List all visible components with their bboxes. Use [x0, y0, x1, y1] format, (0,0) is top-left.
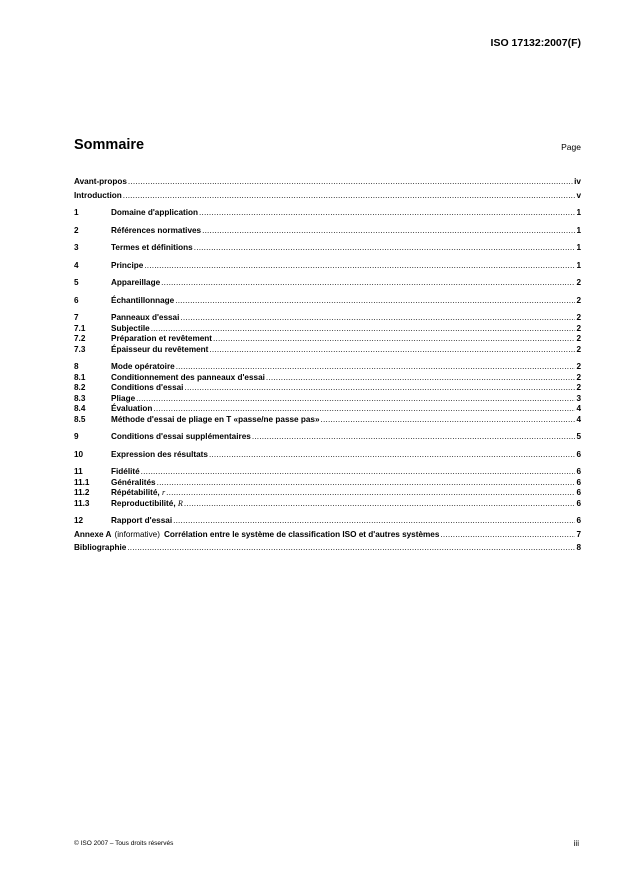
toc-entry-title: Références normatives: [111, 225, 202, 235]
toc-entry-title: Méthode d'essai de pliage en T «passe/ne passe pas»: [111, 414, 320, 424]
toc-entry-title: Préparation et revêtement: [111, 334, 213, 343]
toc-entry-page: iv: [574, 177, 581, 186]
toc-leader-dots: [166, 488, 575, 499]
toc-entry-number: 5: [74, 278, 79, 287]
copyright-notice: © ISO 2007 – Tous droits réservés: [74, 840, 174, 847]
toc-entry-page: 6: [576, 467, 581, 476]
toc-entry-page: 4: [576, 404, 581, 413]
toc-leader-dots: [213, 334, 575, 345]
toc-entry-page: 1: [576, 243, 581, 252]
toc-entry-page: 2: [576, 334, 581, 343]
toc-entry-title-text: Reproductibilité,: [111, 498, 178, 508]
toc-entry-title: Épaisseur du revêtement: [111, 344, 209, 354]
toc-entry-title: Principe: [111, 260, 144, 270]
toc-heading: Sommaire: [74, 137, 145, 153]
toc-entry-9[interactable]: [74, 432, 581, 443]
toc-entry-number: 11: [74, 467, 83, 476]
toc-entry-8-2[interactable]: [74, 383, 581, 394]
toc-leader-dots: [141, 467, 576, 478]
toc-entry-page: 2: [576, 278, 581, 287]
toc-entry-number: 8.4: [74, 404, 86, 413]
toc-entry-introduction[interactable]: [74, 191, 581, 202]
toc-entry-title: Pliage: [111, 393, 136, 403]
toc-leader-dots: [184, 383, 575, 394]
toc-entry-number: 7.3: [74, 344, 86, 354]
toc-entry-number: 10: [74, 449, 84, 459]
toc-leader-dots: [153, 404, 575, 415]
toc-entry-number: 6: [74, 295, 79, 305]
toc-entry-11-2[interactable]: [74, 488, 581, 499]
toc-entry-number: 8.1: [74, 372, 86, 382]
toc-entry-title: Conditionnement des panneaux d'essai: [111, 372, 265, 382]
toc-entry-title: [111, 488, 165, 499]
toc-entry-number: 12: [74, 516, 84, 525]
toc-leader-dots: [440, 530, 575, 541]
toc-entry-page: 4: [576, 414, 581, 424]
toc-entry-bibliographie[interactable]: [74, 543, 581, 554]
toc-entry-page: 6: [576, 449, 581, 459]
toc-leader-dots: [180, 313, 575, 324]
toc-entry-title: Rapport d'essai: [111, 516, 173, 525]
toc-entry-number: 8.5: [74, 414, 86, 424]
toc-entry-title: Termes et définitions: [111, 243, 193, 252]
toc-entry-number: 2: [74, 225, 79, 235]
toc-entry-7[interactable]: [74, 313, 581, 324]
toc-entry-page: 2: [576, 372, 581, 382]
toc-leader-dots: [123, 191, 576, 202]
annex-type-text: (informative): [114, 529, 160, 539]
toc-leader-dots: [173, 516, 575, 527]
toc-entry-page: 7: [576, 529, 581, 539]
toc-leader-dots: [128, 177, 573, 188]
toc-entry-page: 2: [576, 323, 581, 333]
standard-id: ISO 17132:2007(F): [490, 37, 581, 49]
page-number: iii: [573, 839, 579, 848]
toc-leader-dots: [252, 432, 576, 443]
toc-entry-title: Échantillonnage: [111, 295, 175, 305]
toc-entry-8[interactable]: [74, 362, 581, 373]
toc-leader-dots: [144, 261, 575, 272]
toc-entry-title: [111, 499, 183, 510]
toc-entry-title: Expression des résultats: [111, 449, 208, 459]
toc-leader-dots: [157, 478, 576, 489]
toc-entry-8-4[interactable]: [74, 404, 581, 415]
toc-entry-title: Conditions d'essai supplémentaires: [111, 432, 251, 441]
toc-entry-page: 3: [576, 393, 581, 403]
toc-entry-page: 5: [576, 432, 581, 441]
toc-leader-dots: [321, 415, 576, 426]
toc-leader-dots: [175, 296, 575, 307]
toc-entry-8-1[interactable]: [74, 373, 581, 384]
toc-entry-page: 6: [576, 516, 581, 525]
annex-label: Annexe A: [74, 529, 112, 539]
toc-entry-title: Évaluation: [111, 404, 153, 413]
toc-entry-title: Fidélité: [111, 467, 140, 476]
toc-entry-title: Généralités: [111, 477, 156, 487]
toc-leader-dots: [136, 394, 575, 405]
reproducibility-symbol: R: [177, 498, 183, 508]
toc-entry-number: 9: [74, 432, 79, 441]
toc-entry-number: 11.2: [74, 488, 90, 497]
toc-entry-page: 1: [576, 208, 581, 217]
toc-entry-number: 7: [74, 313, 79, 322]
toc-entry-page: 8: [576, 543, 581, 552]
toc-entry-4[interactable]: [74, 261, 581, 272]
toc-entry-annex-a[interactable]: [74, 530, 581, 541]
toc-entry-page: 2: [576, 362, 581, 371]
toc-entry-number: 7.2: [74, 334, 86, 343]
toc-entry-number: 8.2: [74, 383, 86, 392]
toc-entry-title: Domaine d'application: [111, 208, 199, 217]
toc-entry-title: Appareillage: [111, 278, 161, 287]
toc-entry-page: 6: [576, 488, 581, 497]
toc-entry-avant-propos[interactable]: [74, 177, 581, 188]
toc-leader-dots: [151, 324, 576, 335]
toc-entry-11[interactable]: [74, 467, 581, 478]
toc-entry-title-text: Répétabilité,: [111, 488, 162, 497]
toc-entry-7-3[interactable]: [74, 345, 581, 356]
toc-entry-page: 2: [576, 295, 581, 305]
toc-entry-7-2[interactable]: [74, 334, 581, 345]
toc-entry-10[interactable]: [74, 450, 581, 461]
toc-leader-dots: [184, 499, 576, 510]
toc-entry-title: Subjectile: [111, 323, 150, 333]
toc-entry-page: 2: [576, 383, 581, 392]
toc-entry-page: 6: [576, 477, 581, 487]
toc-entry-3[interactable]: [74, 243, 581, 254]
toc-leader-dots: [176, 362, 576, 373]
toc-entry-title: Mode opératoire: [111, 362, 175, 371]
toc-entry-11-1[interactable]: [74, 478, 581, 489]
toc-entry-page: 1: [576, 225, 581, 235]
toc-entry-6[interactable]: [74, 296, 581, 307]
page-column-label: Page: [561, 142, 581, 152]
toc-entry-7-1[interactable]: [74, 324, 581, 335]
toc-leader-dots: [194, 243, 576, 254]
toc-entry-title: Introduction: [74, 190, 122, 200]
toc-entry-title: Corrélation entre le système de classification ISO et d'autres systèmes: [163, 529, 440, 539]
toc-entry-title: Conditions d'essai: [111, 383, 184, 392]
toc-entry-number: 1: [74, 208, 79, 217]
toc-leader-dots: [209, 450, 576, 461]
toc-entry-number: 3: [74, 243, 79, 252]
toc-entry-8-3[interactable]: [74, 394, 581, 405]
toc-leader-dots: [209, 345, 575, 356]
toc-entry-title: Panneaux d'essai: [111, 313, 180, 322]
toc-entry-page: 2: [576, 344, 581, 354]
toc-entry-page: v: [576, 190, 581, 200]
toc-leader-dots: [202, 226, 575, 237]
toc-leader-dots: [161, 278, 575, 289]
toc-entry-number: 7.1: [74, 323, 86, 333]
toc-entry-page: 2: [576, 313, 581, 322]
toc-entry-11-3[interactable]: [74, 499, 581, 510]
toc-entry-12[interactable]: [74, 516, 581, 527]
toc-entry-8-5[interactable]: [74, 415, 581, 426]
toc-entry-page: 6: [576, 498, 581, 508]
toc-entry-title: Avant-propos: [74, 177, 127, 186]
toc-entry-number: 11.3: [74, 498, 90, 508]
toc-entry-page: 1: [576, 260, 581, 270]
toc-entry-number: 11.1: [74, 477, 90, 487]
table-of-contents: [74, 177, 581, 554]
toc-leader-dots: [266, 373, 576, 384]
toc-entry-1[interactable]: [74, 208, 581, 219]
toc-entry-5[interactable]: [74, 278, 581, 289]
toc-entry-number: 8: [74, 362, 79, 371]
toc-entry-number: 4: [74, 260, 79, 270]
toc-leader-dots: [127, 543, 575, 554]
toc-entry-title: Bibliographie: [74, 543, 127, 552]
repeatability-symbol: r: [161, 488, 166, 497]
toc-leader-dots: [199, 208, 575, 219]
annex-type: [114, 530, 160, 541]
toc-entry-2[interactable]: [74, 226, 581, 237]
toc-entry-number: 8.3: [74, 393, 86, 403]
